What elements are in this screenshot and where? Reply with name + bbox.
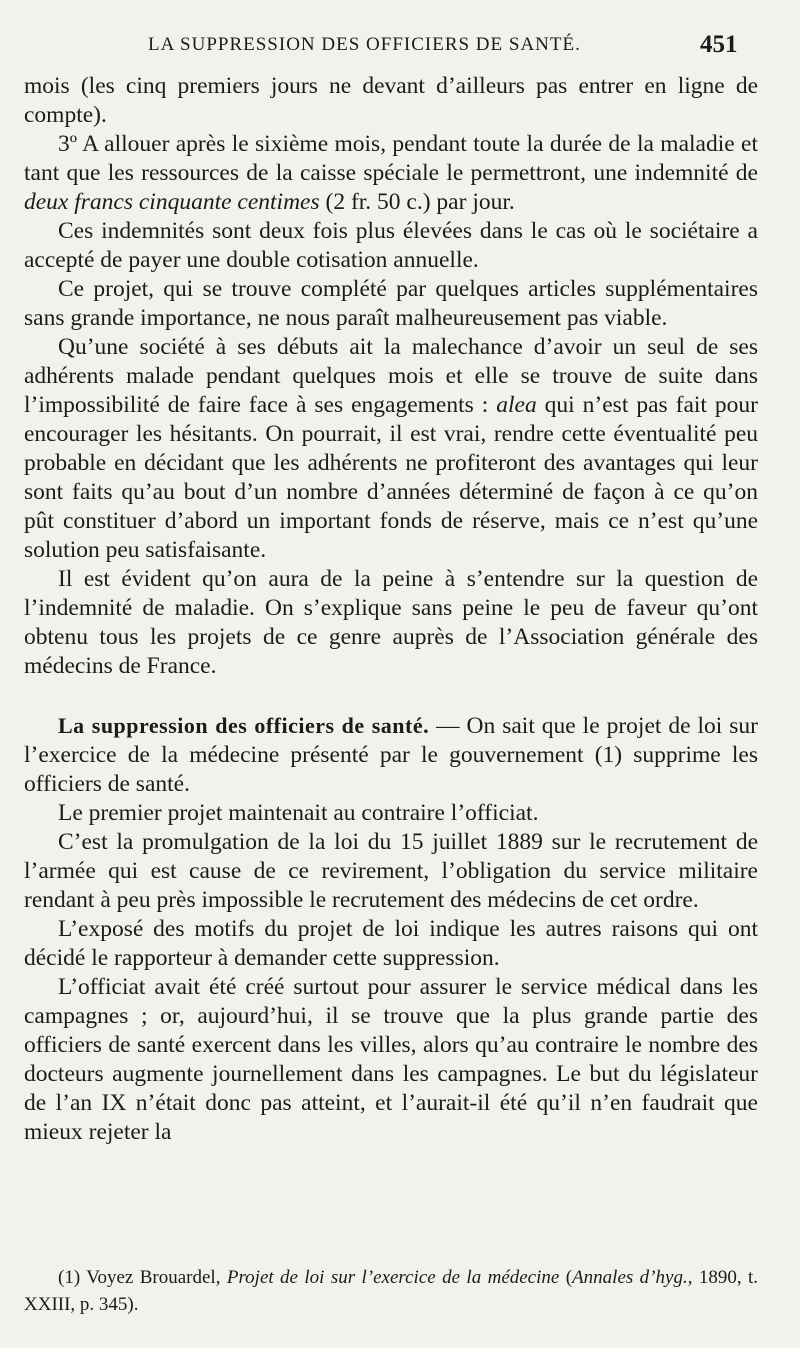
paragraph-text: — On sait que le projet de loi sur l’exercice de la médecine présenté par le gouvernement (1) supprime les officiers de santé.	[24, 713, 758, 797]
paragraph: Il est évident qu’on aura de la peine à s’entendre sur la question de l’indemnité de maladie. On s’explique sans peine le peu de faveur qu’ont obtenu tous les projets de ce genre auprès de l’Association générale des médecins de France.	[24, 566, 758, 679]
italic-text: alea	[496, 392, 537, 418]
footnote-part: (	[559, 1267, 573, 1288]
footnote	[24, 1264, 758, 1318]
paragraph	[24, 130, 758, 217]
footnote-part: (1) Voyez Brouardel,	[58, 1267, 227, 1288]
section-title: La suppression des officiers de santé.	[58, 713, 430, 738]
paragraph-text: qui n’est pas fait pour encourager les hésitants. On pourrait, il est vrai, rendre cette éventualité peu probable en décidant que les adhérents ne profiteront des avantages qui leur sont faits qu’au bout d’un nombre d’années déterminé de façon à ce qu’on pût constituer d’abord un important fonds de réserve, mais ce n’est qu’une solution peu satisfaisante.	[24, 392, 758, 563]
paragraph-text: Qu’une société à ses débuts ait la malechance d’avoir un seul de ses adhérents malade pendant quelques mois et elle se trouve de suite dans l’impossibilité de faire face à ses engagements :	[24, 334, 758, 418]
footnote-italic: Annales d’hyg.	[572, 1267, 688, 1288]
paragraph: Ces indemnités sont deux fois plus élevées dans le cas où le sociétaire a accepté de payer une double cotisation annuelle.	[24, 218, 758, 273]
footnote-text	[24, 1264, 758, 1318]
paragraph-text: (2 fr. 50 c.) par jour.	[319, 189, 515, 215]
body-text	[24, 72, 758, 1147]
page-number: 451	[700, 31, 738, 58]
page-header	[0, 31, 800, 64]
paragraph: L’officiat avait été créé surtout pour assurer le service médical dans les campagnes ; or, aujourd’hui, il se trouve que la plus grande partie des officiers de santé exercent dans les villes, alors qu’au contraire le nombre des docteurs augmente journellement dans les campagnes. Le but du législateur de l’an IX n’était donc pas atteint, et l’aurait-il été qu’il n’en faudrait que mieux rejeter la	[24, 974, 758, 1145]
running-title: LA SUPPRESSION DES OFFICIERS DE SANTÉ.	[148, 34, 581, 55]
paragraph: L’exposé des motifs du projet de loi indique les autres raisons qui ont décidé le rapporteur à demander cette suppression.	[24, 916, 758, 971]
paragraph: mois (les cinq premiers jours ne devant d’ailleurs pas entrer en ligne de compte).	[24, 73, 758, 128]
section-paragraph	[24, 711, 758, 799]
paragraph: Ce projet, qui se trouve complété par quelques articles supplémentaires sans grande importance, ne nous paraît malheureusement pas viable.	[24, 276, 758, 331]
paragraph	[24, 333, 758, 565]
footnote-part: , 1890, t. XXIII, p. 345).	[24, 1267, 759, 1315]
paragraph-text: 3º A allouer après le sixième mois, pendant toute la durée de la maladie et tant que les ressources de la caisse spéciale le permettront, une indemnité de	[24, 131, 758, 186]
italic-text: deux francs cinquante centimes	[24, 189, 320, 215]
paragraph: Le premier projet maintenait au contraire l’officiat.	[58, 800, 539, 826]
footnote-italic: Projet de loi sur l’exercice de la médecine	[226, 1267, 560, 1288]
paragraph: C’est la promulgation de la loi du 15 juillet 1889 sur le recrutement de l’armée qui est cause de ce revirement, l’obligation du service militaire rendant à peu près impossible le recrutement des médecins de cet ordre.	[24, 829, 758, 913]
